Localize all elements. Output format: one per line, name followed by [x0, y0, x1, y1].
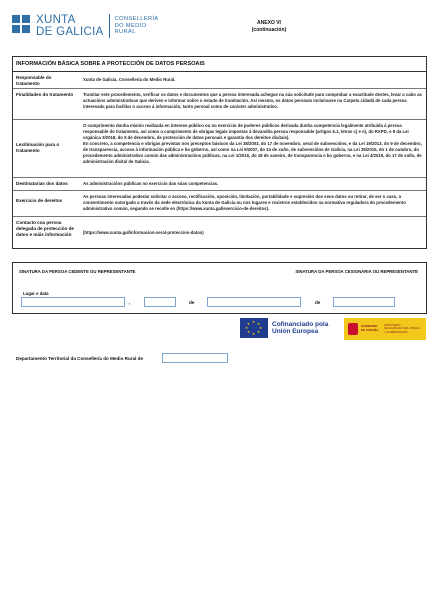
- table-row: [13, 190, 426, 216]
- table-row: [13, 119, 426, 177]
- dept-name: CONSELLERÍA DO MEDIO RURAL: [114, 16, 159, 36]
- year-input[interactable]: [333, 297, 395, 307]
- row-label: Finalidades do tratamento: [13, 89, 79, 119]
- day-input[interactable]: [144, 297, 176, 307]
- document-header: [12, 14, 427, 48]
- ministry-text: MINISTERIO DE AGRICULTURA, PESCA Y ALIMENTACIÓN: [384, 322, 420, 334]
- de-separator: de: [315, 300, 321, 305]
- row-value: As administracións públicas no exercicio das súas competencias.: [83, 181, 219, 186]
- row-label: Lexitimación para o tratamento: [13, 120, 79, 177]
- eu-cofinancing-text: Cofinanciado pola Unión Europea: [272, 320, 329, 335]
- table-row: [13, 72, 426, 88]
- org-name: XUNTA DE GALICIA: [36, 14, 104, 38]
- data-protection-table: [12, 56, 427, 249]
- comma-separator: ,: [129, 300, 131, 305]
- row-label: Destinatarias dos datos: [13, 178, 79, 190]
- month-input[interactable]: [207, 297, 301, 307]
- row-value: As persoas interesadas poderán solicitar o acceso, rectificación, oposición, limitación, portabilidade e supresión dos seus datos ou retirar, de ser o caso, o consentimento outorgado a través da sede electrónica da Xunta de Galicia ou nos lugares e rexistros establecidos na normativa reguladora do procedemento administrativo común, segundo se recolle en (https://www.xunta.gal/exercicio-de-dereitos).: [83, 194, 406, 211]
- row-label: Contacto coa persoa delegada de protección de datos e máis información: [13, 217, 79, 248]
- row-value: [79, 217, 426, 248]
- cedente-signature-label: SINATURA DA PERSOA CEDENTE OU REPRESENTANTE: [19, 269, 136, 274]
- row-value: Xunta de Galicia. Consellería do Medio Rural.: [83, 77, 176, 82]
- row-value: Tramitar este procedemento, verificar os datos e documentos que a persoa interesada achegue na súa solicitude para comprobar a exactitude destes, levar a cabo as actuacións administrativas que deriven e informar sobre o estado de tramitación. Así mesmo, os datos persoais incluíranse na Carpeta cidadá de cada persoa interesada para facilitar o acceso á información, tanto persoal como de carácter administrativo.: [83, 92, 422, 109]
- place-input[interactable]: [21, 297, 125, 307]
- xunta-logo: [12, 14, 158, 38]
- place-date-label: Lugar e data: [23, 291, 49, 296]
- spain-gov-text: GOBIERNO DE ESPAÑA: [361, 324, 379, 332]
- department-label: Departamento Territorial da Consellería do Medio Rural de: [16, 356, 144, 361]
- row-label: Responsable do tratamento: [13, 72, 79, 88]
- table-row: [13, 177, 426, 190]
- table-row: [13, 216, 426, 248]
- annex-heading: ANEXO VI (continuación): [251, 20, 287, 33]
- privacy-info-link[interactable]: (https://www.xunta.gal/informacion-xeral-proteccion-datos): [83, 230, 204, 235]
- logo-divider: [109, 14, 110, 38]
- department-input[interactable]: [162, 353, 228, 363]
- signature-section: [12, 262, 427, 314]
- table-row: [13, 88, 426, 119]
- row-label: Exercicio de dereitos: [13, 191, 79, 216]
- eu-flag-icon: ★ ★ ★ ★ ★ ★ ★ ★: [240, 318, 268, 338]
- funding-logos: [12, 316, 427, 342]
- cesionaria-signature-label: SINATURA DA PERSOA CESIONARIA OU REPRESENTANTE: [295, 269, 418, 274]
- eu-logo: [240, 318, 328, 338]
- xunta-emblem-icon: [12, 15, 32, 37]
- row-value: O cumprimento dunha misión realizada en interese público ou no exercicio de poderes públicos derivada dunha competencia legalmente atribuída á persoa responsable do tratamento, así como o cumprimento de obrigas legais impostas á devandita persoa responsable (artigos 6.1, letras c) e e), do RXPD, e 8 da Lei orgánica 3/2018, do 5 de decembro, de protección de datos persoais e garantía dos dereitos dixitais). En concreto, a competencia e obrigas previstas nos preceptos básicos da Lei 38/2003, do 17 de novembro, xeral de subvencións, e da Lei 19/2013, do 9 de decembro, de transparencia, acceso á información pública e bo goberno, así como na Lei 9/2007, do 13 de xuño, de subvencións de Galicia, na Lei 39/2015, do 1 de outubro, do procedemento administrativo común das administracións públicas, na Lei 1/2016, do 18 de xaneiro, de transparencia e bo goberno, e na Lei 4/2019, do 17 de xullo, de administración dixital de Galicia.: [83, 123, 422, 164]
- table-title: INFORMACIÓN BÁSICA SOBRE A PROTECCIÓN DE DATOS PERSOAIS: [13, 57, 426, 72]
- spain-ministry-logo: [344, 318, 426, 340]
- spain-crest-icon: [348, 323, 358, 335]
- de-separator: de: [189, 300, 195, 305]
